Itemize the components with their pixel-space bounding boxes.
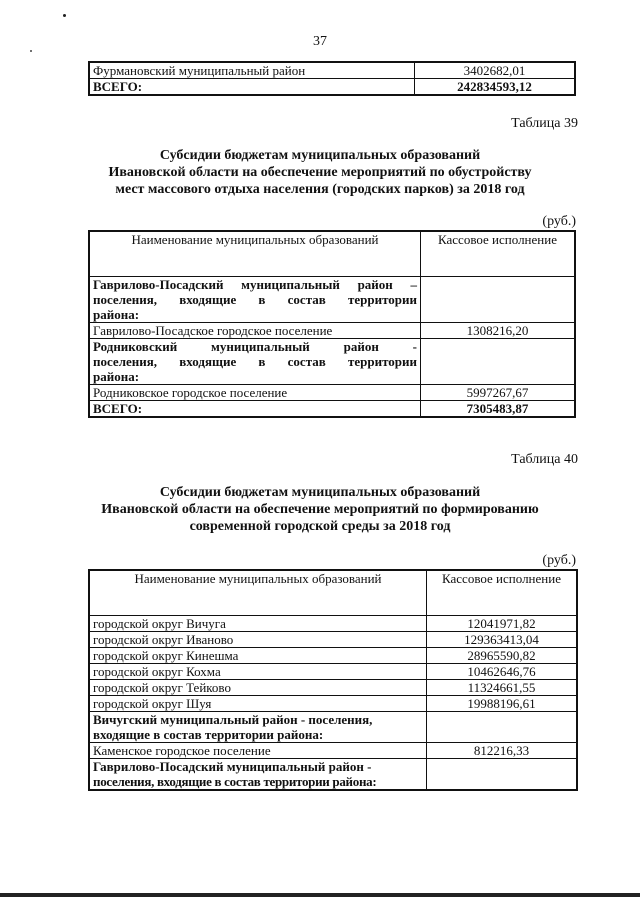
table-row xyxy=(89,323,575,339)
table-cell-value: 10462646,76 xyxy=(427,664,578,680)
table-row xyxy=(89,79,575,96)
table-caption: Таблица 40 xyxy=(511,452,578,467)
table-cell-value: 7305483,87 xyxy=(421,401,576,418)
table-cell-value xyxy=(421,339,576,385)
table-cell-value xyxy=(427,759,578,791)
table-header-row xyxy=(89,231,575,277)
table-caption: Таблица 39 xyxy=(511,116,578,131)
table-cell-value xyxy=(427,712,578,743)
table-row xyxy=(89,339,575,385)
table-cell-name: городской округ Иваново xyxy=(89,632,427,648)
table-cell-name: городской округ Кинешма xyxy=(89,648,427,664)
scan-mark xyxy=(63,14,66,17)
page-number: 37 xyxy=(313,34,327,49)
title-line: Ивановской области на обеспечение мероприятий по обустройству xyxy=(108,165,532,180)
title-line: Ивановской области на обеспечение мероприятий по формированию xyxy=(101,502,539,517)
table-header-row xyxy=(89,570,577,616)
table-cell-value: 1308216,20 xyxy=(421,323,576,339)
table-cell-name: городской округ Тейково xyxy=(89,680,427,696)
table-cell-name: Родниковское городское поселение xyxy=(89,385,421,401)
table-row xyxy=(89,680,577,696)
table-cell-name xyxy=(89,277,421,323)
table-row xyxy=(89,712,577,743)
table-cell-name: городской округ Кохма xyxy=(89,664,427,680)
table-row xyxy=(89,632,577,648)
title-line: Субсидии бюджетам муниципальных образований xyxy=(159,148,481,163)
units-label: (руб.) xyxy=(542,214,576,229)
name-line: поселения, входящие в состав территории xyxy=(93,292,417,307)
table-row xyxy=(89,277,575,323)
table-cell-name: Фурмановский муниципальный район xyxy=(89,62,415,79)
table-cell-name xyxy=(89,759,427,791)
table-row xyxy=(89,385,575,401)
name-line: Вичугский муниципальный район - поселения, xyxy=(93,712,373,727)
table-row xyxy=(89,648,577,664)
table-cell-name: Гаврилово-Посадское городское поселение xyxy=(89,323,421,339)
table-cell-value: 129363413,04 xyxy=(427,632,578,648)
table-row xyxy=(89,759,577,791)
name-line: района: xyxy=(93,369,140,384)
table-row xyxy=(89,664,577,680)
column-header-value: Кассовое исполнение xyxy=(421,231,576,277)
name-line: поселения, входящие в состав территории xyxy=(93,354,417,369)
name-line: входящие в состав территории района: xyxy=(93,727,324,742)
table-cell-value: 242834593,12 xyxy=(415,79,576,96)
table-title xyxy=(80,484,560,535)
table-cell-name: городской округ Шуя xyxy=(89,696,427,712)
table-row xyxy=(89,743,577,759)
name-line: Родниковский муниципальный район - xyxy=(93,339,417,354)
table-cell-value: 19988196,61 xyxy=(427,696,578,712)
units-label: (руб.) xyxy=(542,553,576,568)
table-cell-name: Каменское городское поселение xyxy=(89,743,427,759)
top-table xyxy=(88,61,576,96)
table-cell-name: ВСЕГО: xyxy=(89,79,415,96)
table-40 xyxy=(88,569,578,791)
table-cell-value: 11324661,55 xyxy=(427,680,578,696)
table-cell-name: городской округ Вичуга xyxy=(89,616,427,632)
table-39 xyxy=(88,230,576,418)
table-total-row xyxy=(89,401,575,418)
title-line: Субсидии бюджетам муниципальных образований xyxy=(159,485,481,500)
table-row xyxy=(89,616,577,632)
name-line: Гаврилово-Посадский муниципальный район – xyxy=(93,277,417,292)
table-cell-value: 5997267,67 xyxy=(421,385,576,401)
table-row xyxy=(89,62,575,79)
table-cell-name xyxy=(89,339,421,385)
table-cell-value: 3402682,01 xyxy=(415,62,576,79)
name-line: поселения, входящие в состав территории района: xyxy=(93,774,377,789)
name-line: Гаврилово-Посадский муниципальный район - xyxy=(93,759,372,774)
column-header-value: Кассовое исполнение xyxy=(427,570,578,616)
table-cell-value: 12041971,82 xyxy=(427,616,578,632)
table-title xyxy=(80,147,560,198)
table-cell-name xyxy=(89,712,427,743)
scan-edge xyxy=(0,893,640,897)
name-line: района: xyxy=(93,307,140,322)
table-cell-name: ВСЕГО: xyxy=(89,401,421,418)
table-cell-value: 812216,33 xyxy=(427,743,578,759)
column-header-name: Наименование муниципальных образований xyxy=(89,570,427,616)
table-row xyxy=(89,696,577,712)
title-line: мест массового отдыха населения (городских парков) за 2018 год xyxy=(115,182,525,197)
scan-mark xyxy=(30,50,32,52)
column-header-name: Наименование муниципальных образований xyxy=(89,231,421,277)
table-cell-value xyxy=(421,277,576,323)
table-cell-value: 28965590,82 xyxy=(427,648,578,664)
title-line: современной городской среды за 2018 год xyxy=(189,519,451,534)
